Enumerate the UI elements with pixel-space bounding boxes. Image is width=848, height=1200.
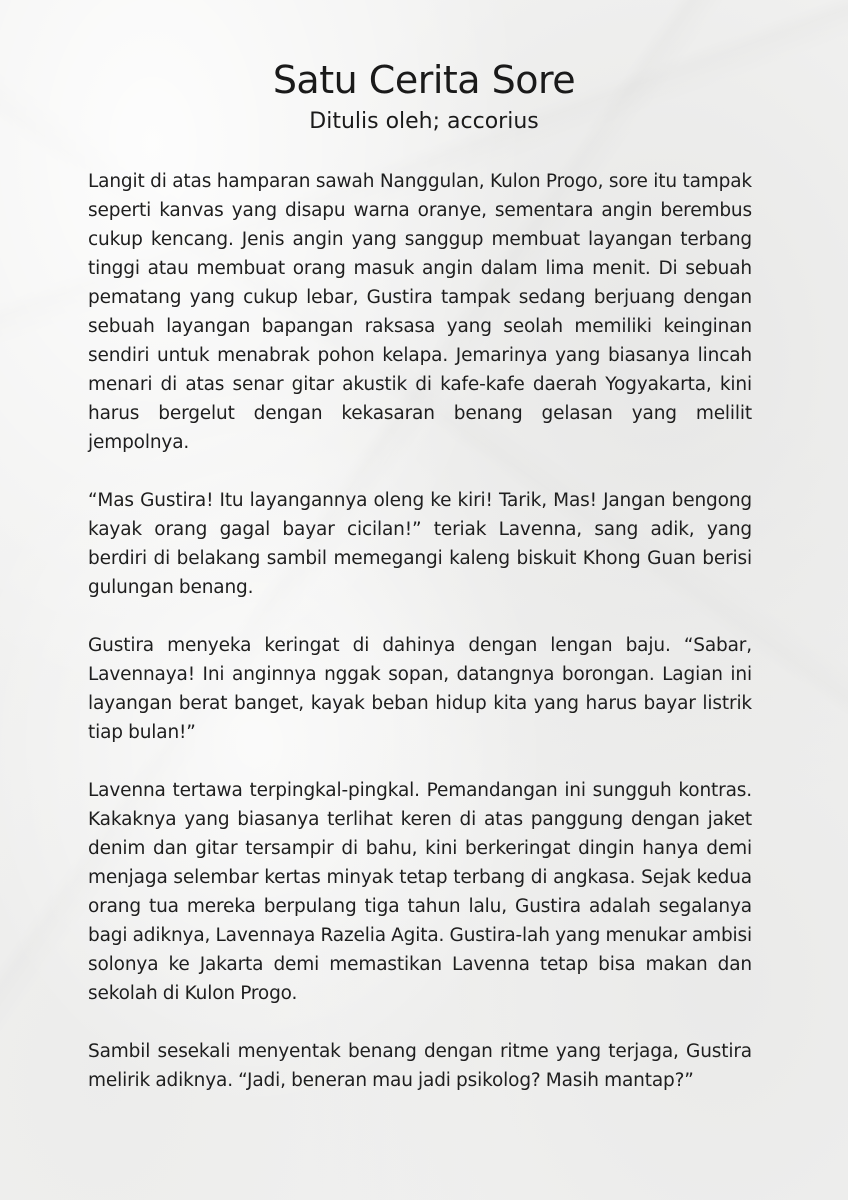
story-paragraph: Gustira menyeka keringat di dahinya dengan lengan baju. “Sabar, Lavennaya! Ini anginnya nggak sopan, datangnya borongan. Lagian ini layangan berat banget, kayak beban hidup kita yang harus bayar listrik tiap bulan!” (88, 635, 752, 743)
story-paragraph: Sambil sesekali menyentak benang dengan ritme yang terjaga, Gustira melirik adiknya. “Jadi, beneran mau jadi psikolog? Masih mantap?” (88, 1041, 752, 1091)
story-paragraph: Langit di atas hamparan sawah Nanggulan, Kulon Progo, sore itu tampak seperti kanvas yang disapu warna oranye, sementara angin berembus cukup kencang. Jenis angin yang sanggup membuat layangan terbang tinggi atau membuat orang masuk angin dalam lima menit. Di sebuah pematang yang cukup lebar, Gustira tampak sedang berjuang dengan sebuah layangan bapangan raksasa yang seolah memiliki keinginan sendiri untuk menabrak pohon kelapa. Jemarinya yang biasanya lincah menari di atas senar gitar akustik di kafe-kafe daerah Yogyakarta, kini harus bergelut dengan kekasaran benang gelasan yang melilit jempolnya. (88, 171, 752, 453)
story-body (88, 167, 752, 1095)
story-paragraph: Lavenna tertawa terpingkal-pingkal. Pemandangan ini sungguh kontras. Kakaknya yang biasanya terlihat keren di atas panggung dengan jaket denim dan gitar tersampir di bahu, kini berkeringat dingin hanya demi menjaga selembar kertas minyak tetap terbang di angkasa. Sejak kedua orang tua mereka berpulang tiga tahun lalu, Gustira adalah segalanya bagi adiknya, Lavennaya Razelia Agita. Gustira-lah yang menukar ambisi solonya ke Jakarta demi memastikan Lavenna tetap bisa makan dan sekolah di Kulon Progo. (88, 780, 752, 1004)
document-title: Satu Cerita Sore (272, 58, 576, 102)
story-paragraph: “Mas Gustira! Itu layangannya oleng ke kiri! Tarik, Mas! Jangan bengong kayak orang gagal bayar cicilan!” teriak Lavenna, sang adik, yang berdiri di belakang sambil memegangi kaleng biskuit Khong Guan berisi gulungan benang. (88, 490, 752, 598)
document-byline: Ditulis oleh; accorius (309, 109, 539, 134)
